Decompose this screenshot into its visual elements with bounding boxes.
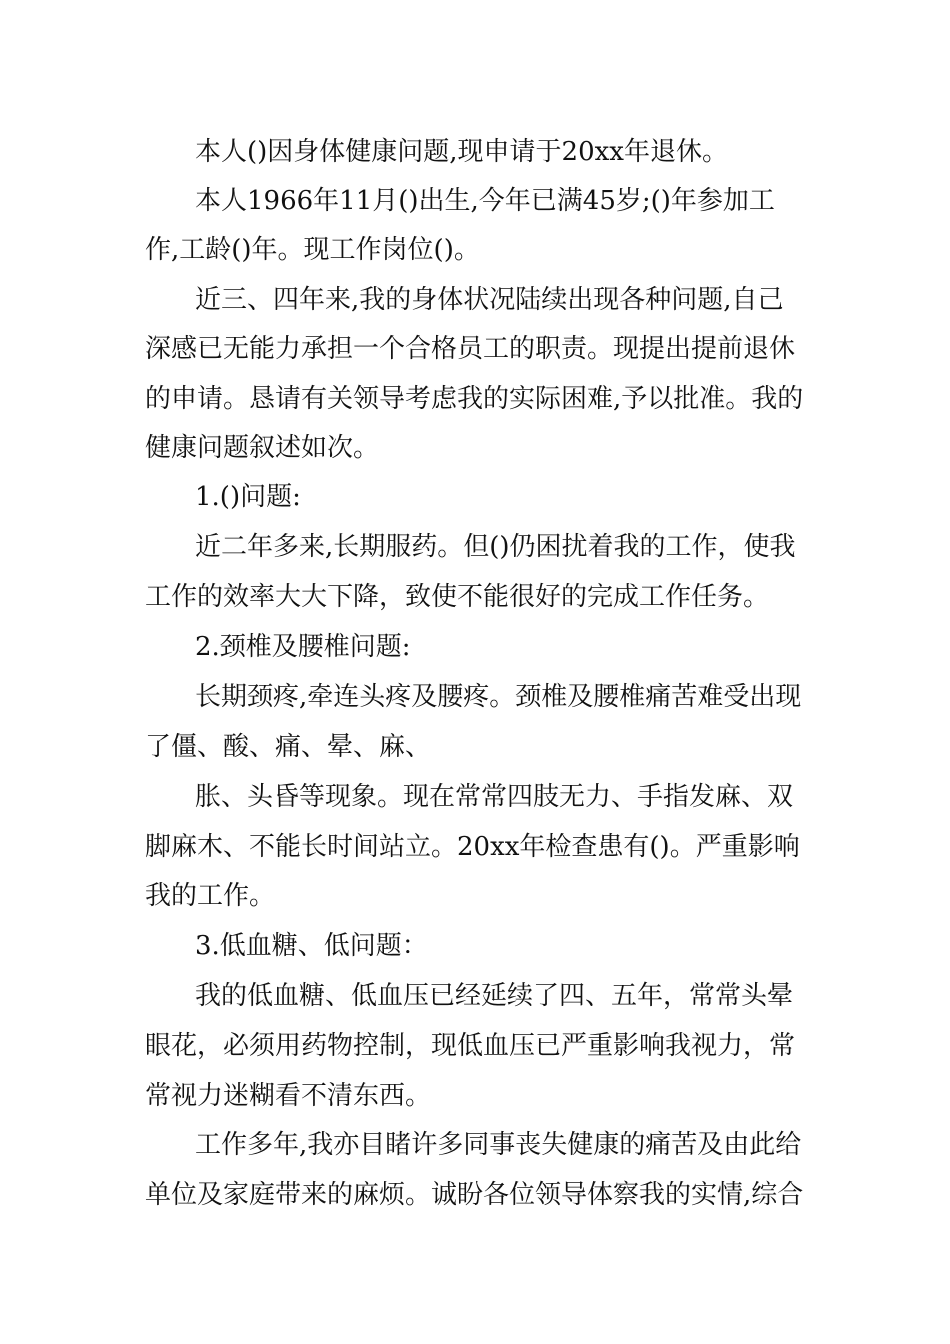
paragraph-line: 的申请。恳请有关领导考虑我的实际困难,予以批准。我的 [145,384,804,414]
paragraph-line: 深感已无能力承担一个合格员工的职责。现提出提前退休 [145,334,796,364]
paragraph-line: 健康问题叙述如次。 [145,433,380,463]
paragraph-line: 工作的效率大大下降，致使不能很好的完成工作任务。 [145,582,770,612]
paragraph-line: 胀、头昏等现象。现在常常四肢无力、手指发麻、双 [195,782,794,812]
paragraph-line: 长期颈疼,牵连头疼及腰疼。颈椎及腰椎痛苦难受出现 [195,682,802,712]
paragraph-line: 脚麻木、不能长时间站立。20xx年检查患有()。严重影响 [145,832,800,862]
paragraph-line: 眼花，必须用药物控制，现低血压已严重影响我视力，常 [145,1031,796,1061]
section-heading: 3.低血糖、低问题： [195,931,428,961]
paragraph-line: 常视力迷糊看不清东西。 [145,1081,432,1111]
paragraph-line: 我的工作。 [145,881,276,911]
section-heading: 1.()问题: [195,482,301,512]
paragraph-line: 我的低血糖、低血压已经延续了四、五年，常常头晕 [195,981,794,1011]
paragraph-line: 近三、四年来,我的身体状况陆续出现各种问题,自己 [195,285,784,315]
paragraph-line: 单位及家庭带来的麻烦。诚盼各位领导体察我的实情,综合 [145,1180,804,1210]
paragraph-line: 本人()因身体健康问题,现申请于20xx年退休。 [195,137,728,167]
paragraph-line: 本人1966年11月()出生,今年已满45岁;()年参加工 [195,186,775,216]
paragraph-line: 作,工龄()年。现工作岗位()。 [145,235,480,265]
paragraph-line: 了僵、酸、痛、晕、麻、 [145,732,432,762]
section-heading: 2.颈椎及腰椎问题: [195,632,411,662]
paragraph-line: 近二年多来,长期服药。但()仍困扰着我的工作，使我 [195,532,796,562]
paragraph-line: 工作多年,我亦目睹许多同事丧失健康的痛苦及由此给 [195,1130,802,1160]
